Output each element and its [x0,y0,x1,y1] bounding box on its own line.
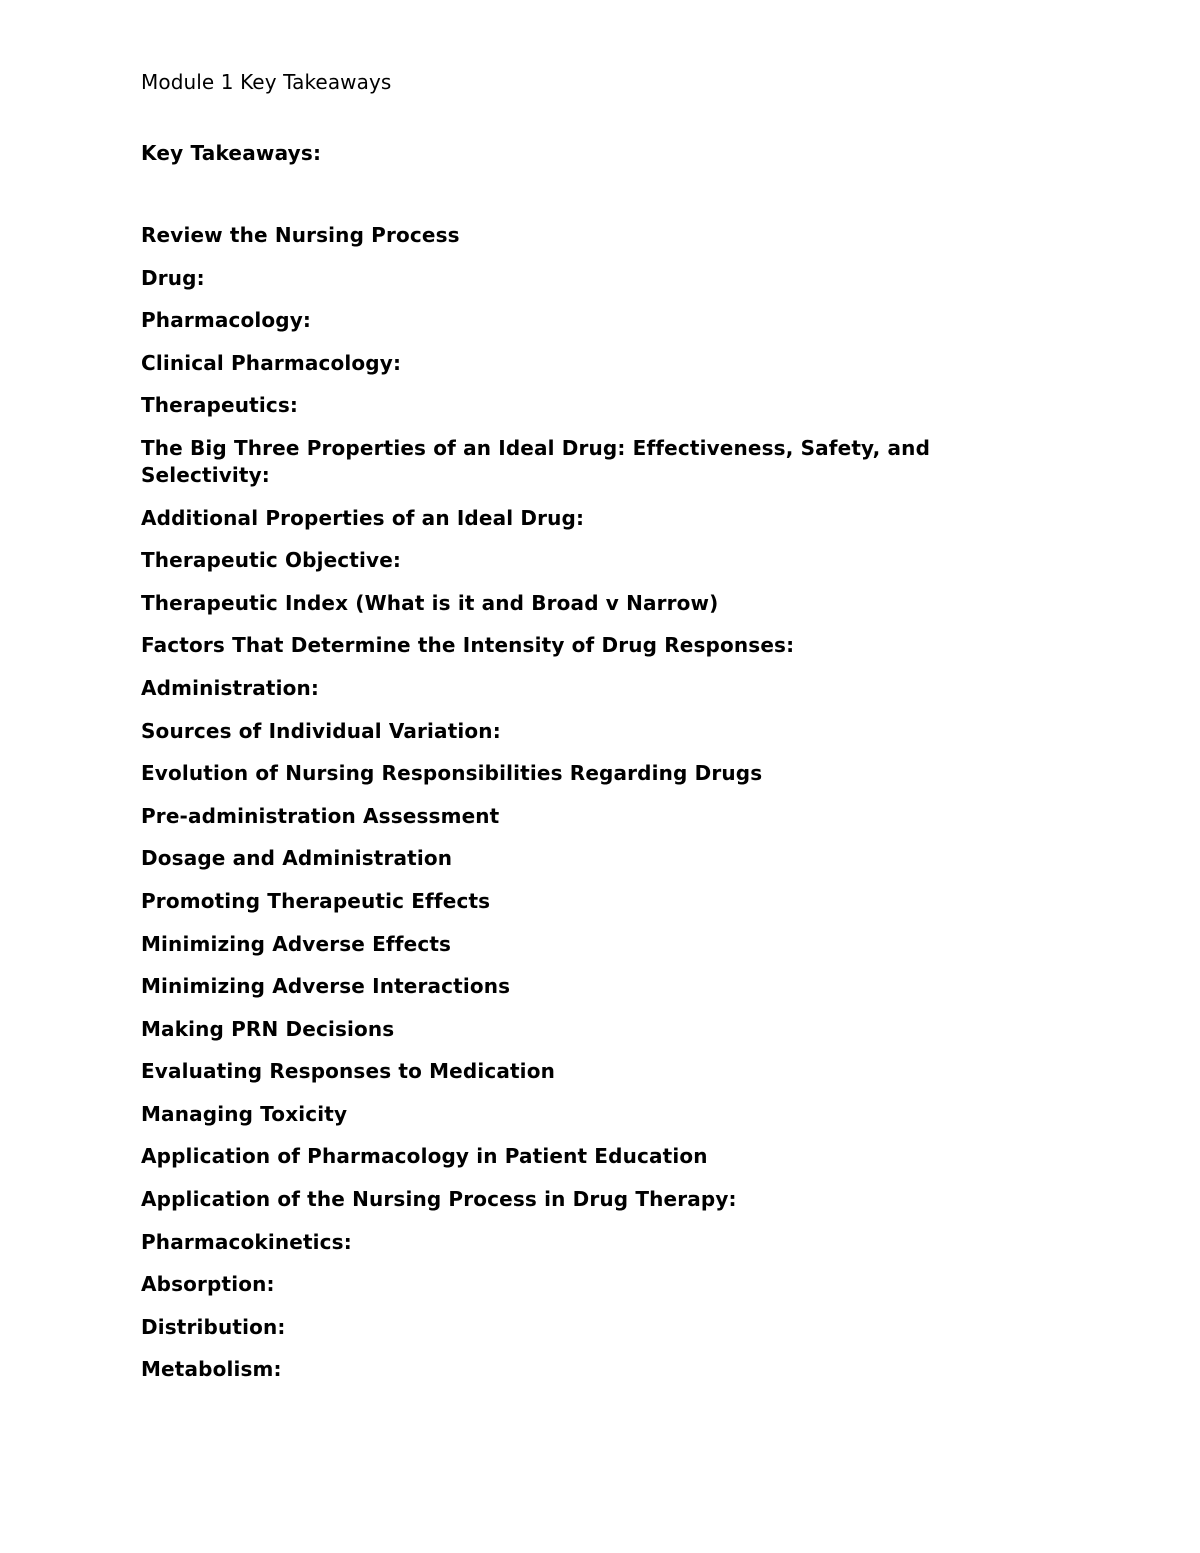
topic-item: Therapeutic Index (What is it and Broad v Narrow) [141,590,719,615]
topic-item: Absorption: [141,1272,275,1297]
topic-item: Evolution of Nursing Responsibilities Regarding Drugs [141,761,763,786]
topic-item: Metabolism: [141,1357,282,1382]
topic-item: Promoting Therapeutic Effects [141,888,491,913]
topic-item: Dosage and Administration [141,846,453,871]
section-heading: Key Takeaways: [141,141,322,165]
topic-item: Additional Properties of an Ideal Drug: [141,505,585,530]
topic-item: Administration: [141,675,320,700]
topic-item: Therapeutic Objective: [141,548,402,573]
document-page [141,0,1021,1553]
topic-item: Sources of Individual Variation: [141,718,501,743]
topic-item: Pharmacokinetics: [141,1229,352,1254]
topic-item: Managing Toxicity [141,1101,348,1126]
topic-item: Distribution: [141,1314,286,1339]
topic-item: Application of the Nursing Process in Drug Therapy: [141,1187,737,1212]
topic-item: Pre-administration Assessment [141,803,500,828]
topic-item: Making PRN Decisions [141,1016,395,1041]
topic-item: Clinical Pharmacology: [141,350,402,375]
topic-item: Minimizing Adverse Effects [141,931,452,956]
topic-item: Therapeutics: [141,393,299,418]
topic-list [141,222,1011,1399]
topic-item: Review the Nursing Process [141,223,460,247]
topic-item: Minimizing Adverse Interactions [141,974,511,999]
topic-item: Application of Pharmacology in Patient Education [141,1144,708,1169]
page-header: Module 1 Key Takeaways [141,70,392,94]
topic-item: Evaluating Responses to Medication [141,1059,555,1084]
topic-item: Pharmacology: [141,308,312,333]
topic-item: Drug: [141,265,205,290]
topic-item: Factors That Determine the Intensity of Drug Responses: [141,633,795,658]
topic-item: The Big Three Properties of an Ideal Drug: Effectiveness, Safety, and Selectivity: [141,435,931,487]
